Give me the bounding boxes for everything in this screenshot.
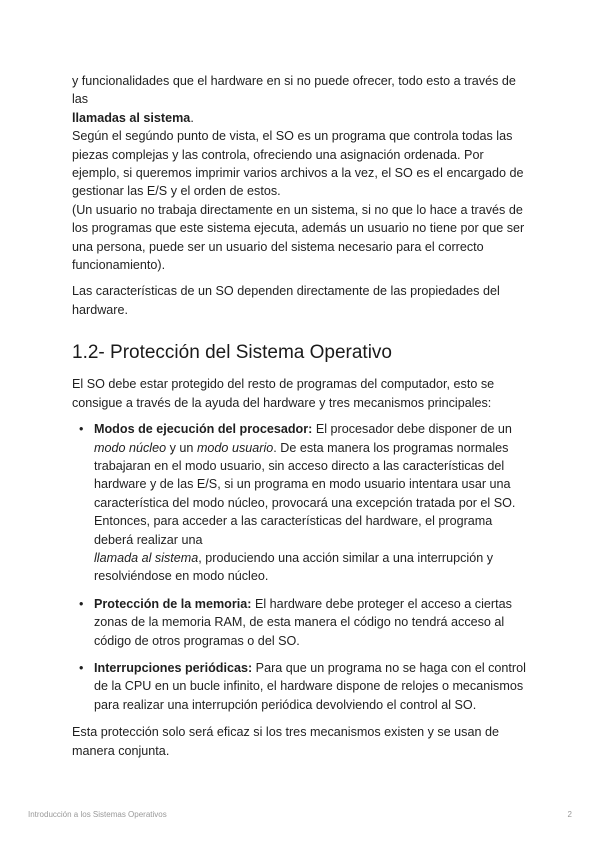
intro-line: y funcionalidades que el hardware en si no puede ofrecer, todo esto a través de las [72, 74, 516, 107]
list-item [72, 595, 532, 650]
list-item-text: y un [166, 440, 197, 455]
bullet-icon: • [79, 596, 84, 611]
list-item-text: . De esta manera los programas normales trabajaran en el modo usuario, sin acceso directo a las características del hardware y de las E/S, si un programa en modo usuario intentara usar una característica del modo núcleo, provocará una excepción tratada por el SO. Entonces, para acceder a las características del hardware, el programa deberá realizar una [94, 440, 516, 547]
hardware-dependency-text: Las características de un SO dependen directamente de las propiedades del hardware. [72, 284, 500, 317]
section-heading: 1.2- Protección del Sistema Operativo [72, 342, 392, 364]
list-item-title: Modos de ejecución del procesador: [94, 422, 313, 437]
italic-term: modo núcleo [94, 440, 167, 455]
list-item [72, 659, 532, 714]
list-item-text: El procesador debe disponer de un [312, 422, 512, 437]
mechanism-list [72, 420, 532, 714]
document-page [72, 72, 532, 760]
footer-title: Introducción a los Sistemas Operativos [28, 810, 167, 819]
page-number: 2 [567, 810, 572, 819]
user-note-text: (Un usuario no trabaja directamente en un sistema, si no que lo hace a través de los programas que este sistema ejecuta, además un usuario no tiene por que ser una persona, puede ser un usuario del sistema necesario para el correcto funcionamiento). [72, 202, 525, 273]
list-item-title: Interrupciones periódicas: [94, 660, 253, 675]
intro-period: . [190, 110, 194, 125]
bullet-icon: • [79, 660, 84, 675]
italic-term: llamada al sistema [94, 550, 199, 565]
list-item [72, 420, 532, 586]
italic-term: modo usuario [196, 440, 274, 455]
second-view-text: Según el segúndo punto de vista, el SO es un programa que controla todas las piezas complejas y las controla, ofreciendo una asignación ordenada. Por ejemplo, si queremos imprimir varios archivos a la vez, el SO es el encargado de gestionar las E/S y el orden de estos. [72, 129, 524, 199]
list-item-text: El hardware debe proteger el acceso a ciertas zonas de la memoria RAM, de esta manera el código no tendrá acceso al código de otros programas o del SO. [94, 596, 512, 648]
list-item-text: , produciendo una acción similar a una interrupción y resolviéndose en modo núcleo. [94, 550, 494, 584]
syscall-term: llamadas al sistema [72, 110, 191, 125]
page-footer [28, 810, 572, 819]
bullet-icon: • [79, 422, 84, 437]
closing-paragraph: Esta protección solo será eficaz si los tres mecanismos existen y se usan de manera conjunta. [72, 725, 499, 758]
list-item-text: Para que un programa no se haga con el control de la CPU en un bucle infinito, el hardware dispone de relojes o mecanismos para realizar una interrupción periódica devolviendo el control al SO. [94, 660, 526, 712]
section-lead: El SO debe estar protegido del resto de programas del computador, esto se consigue a través de la ayuda del hardware y tres mecanismos principales: [72, 377, 495, 410]
intro-paragraph [72, 72, 532, 274]
list-item-title: Protección de la memoria: [94, 596, 252, 611]
